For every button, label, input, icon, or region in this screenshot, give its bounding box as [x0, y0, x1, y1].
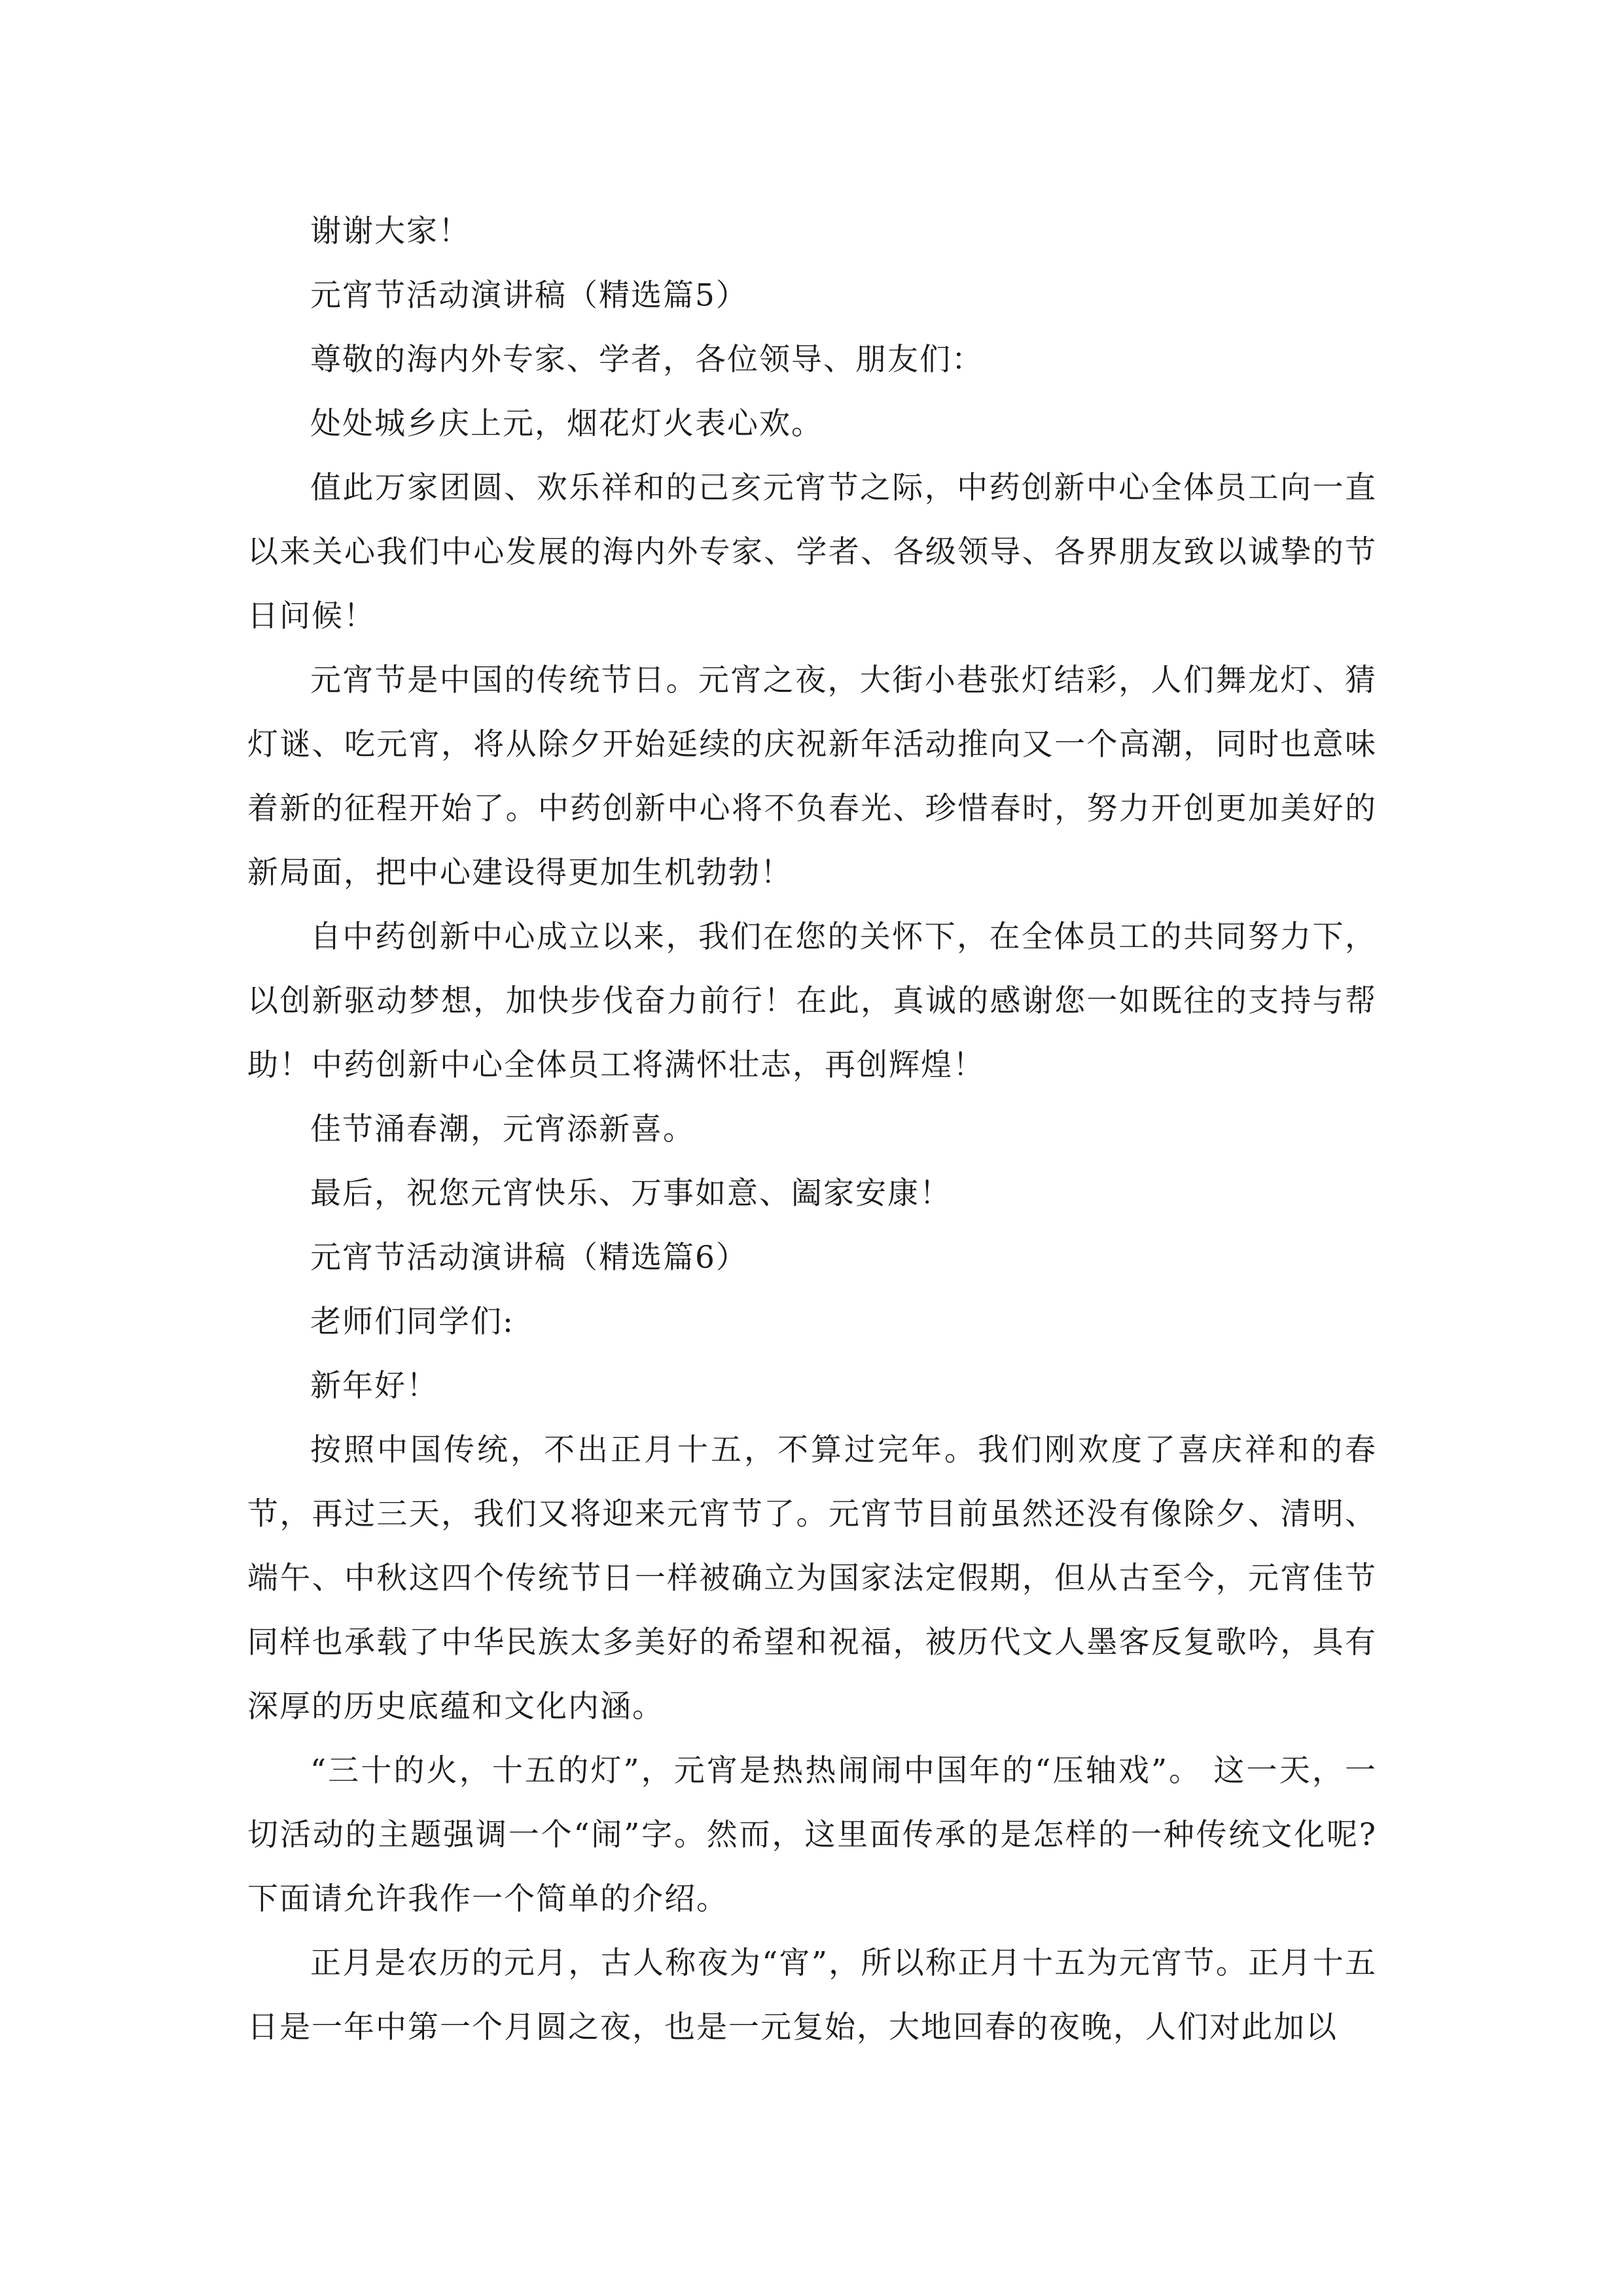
- salutation-teachers: 老师们同学们:: [310, 1304, 514, 1340]
- paragraph-verse-2: 佳节涌春潮，元宵添新喜。: [310, 1111, 695, 1147]
- section-heading-6: 元宵节活动演讲稿（精选篇6）: [310, 1240, 748, 1276]
- paragraph-lantern: “三十的火，十五的灯”，元宵是热热闹闹中国年的“压轴戏”。 这一天，一切活动的主题强调一个“闹”字。然而，这里面传承的是怎样的一种传统文化呢?下面请允许我作一个简单的介绍。: [247, 1753, 1377, 1917]
- paragraph-closing: 最后，祝您元宵快乐、万事如意、阖家安康！: [310, 1175, 952, 1211]
- paragraph-thanks: 谢谢大家！: [310, 213, 471, 249]
- paragraph-festival: 元宵节是中国的传统节日。元宵之夜，大街小巷张灯结彩，人们舞龙灯、猜灯谜、吃元宵，将从除夕开始延续的庆祝新年活动推向又一个高潮，同时也意味着新的征程开始了。中药创新中心将不负春光、珍惜春时，努力开创更加美好的新局面，把中心建设得更加生机勃勃！: [247, 662, 1377, 891]
- document-body: [247, 200, 1377, 2060]
- paragraph-center: 自中药创新中心成立以来，我们在您的关怀下，在全体员工的共同努力下，以创新驱动梦想，加快步伐奋力前行！在此，真诚的感谢您一如既往的支持与帮助！中药创新中心全体员工将满怀壮志，再创辉煌！: [247, 919, 1377, 1083]
- paragraph-verse-1: 处处城乡庆上元，烟花灯火表心欢。: [310, 406, 823, 442]
- paragraph-new-year: 新年好！: [310, 1368, 438, 1404]
- paragraph-tradition: 按照中国传统，不出正月十五，不算过完年。我们刚欢度了喜庆祥和的春节，再过三天，我们又将迎来元宵节了。元宵节目前虽然还没有像除夕、清明、端午、中秋这四个传统节日一样被确立为国家法定假期，但从古至今，元宵佳节同样也承载了中华民族太多美好的希望和祝福，被历代文人墨客反复歌吟，具有深厚的历史底蕴和文化内涵。: [247, 1432, 1377, 1725]
- paragraph-origin: 正月是农历的元月，古人称夜为“宵”，所以称正月十五为元宵节。正月十五日是一年中第一个月圆之夜，也是一元复始，大地回春的夜晚，人们对此加以: [247, 1945, 1377, 2045]
- salutation: 尊敬的海内外专家、学者，各位领导、朋友们：: [310, 342, 984, 378]
- section-heading-5: 元宵节活动演讲稿（精选篇5）: [310, 278, 748, 314]
- paragraph-greeting: 值此万家团圆、欢乐祥和的己亥元宵节之际，中药创新中心全体员工向一直以来关心我们中心发展的海内外专家、学者、各级领导、各界朋友致以诚挚的节日问候！: [247, 470, 1377, 634]
